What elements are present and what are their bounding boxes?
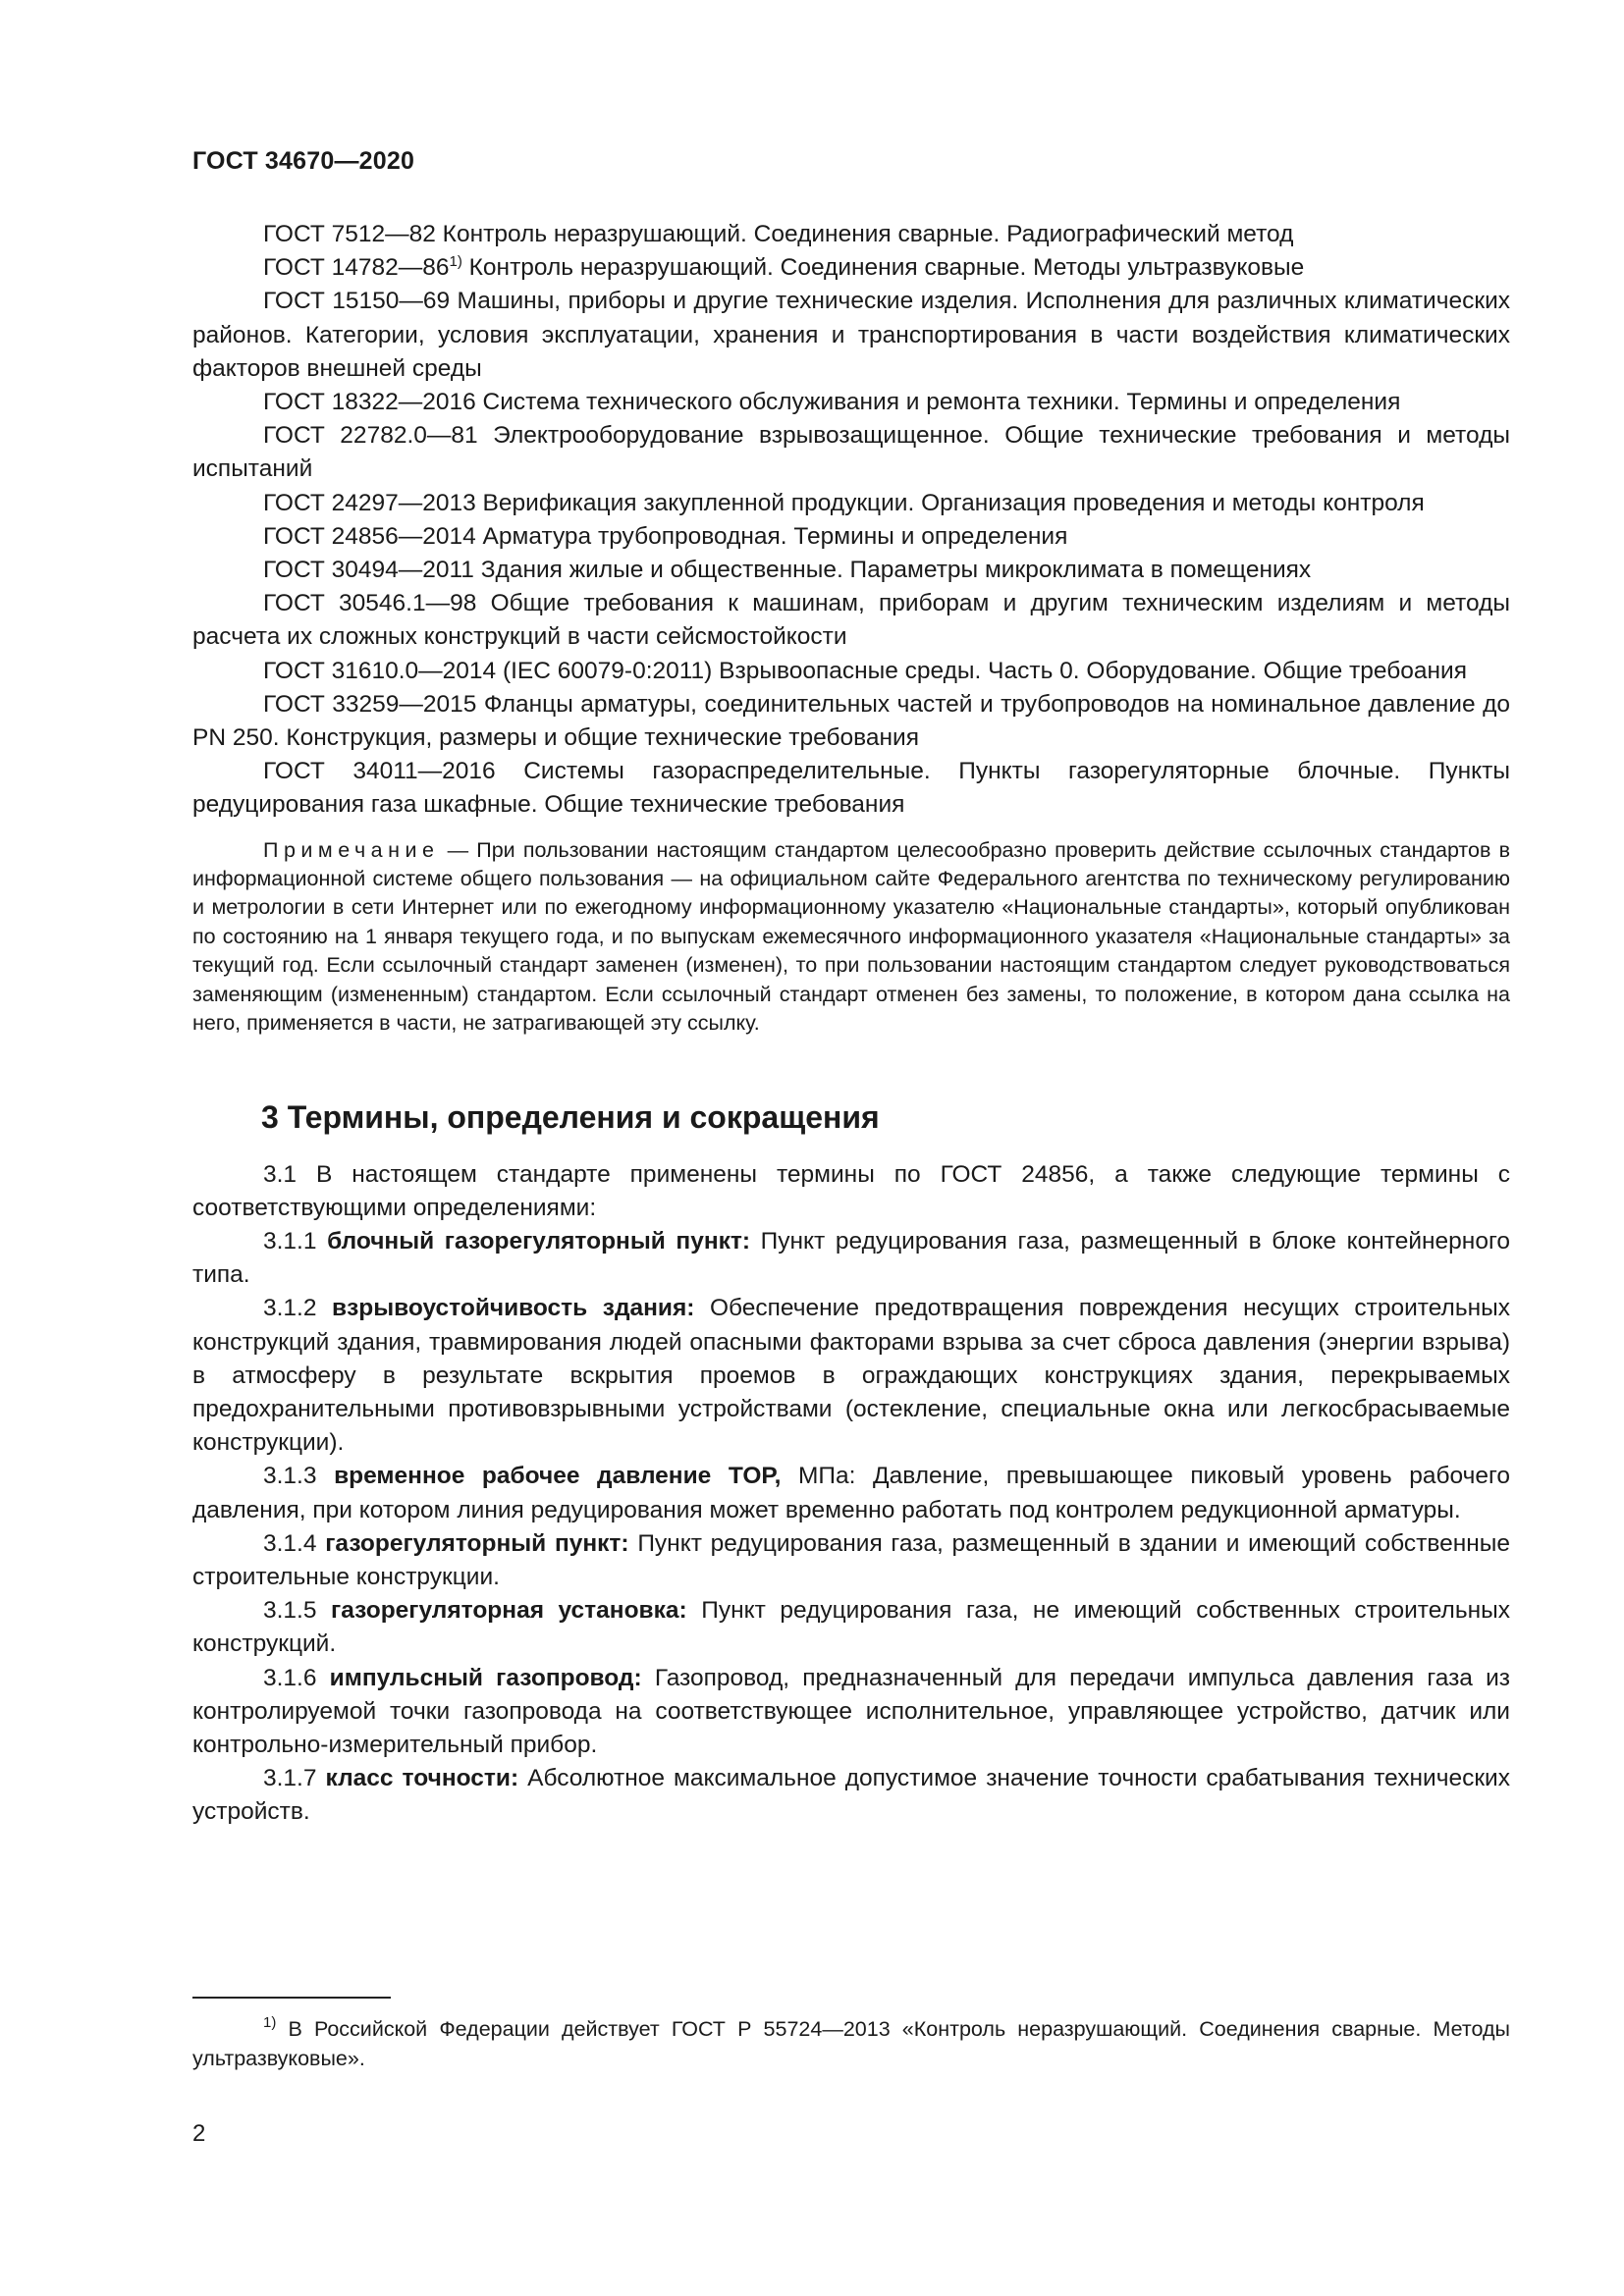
reference-text: Система технического обслуживания и ремонта техники. Термины и определения (482, 389, 1401, 416)
term-entry (192, 1662, 1510, 1763)
page-body (192, 218, 1510, 1830)
reference-code: ГОСТ 31610.0—2014 (IEC 60079-0:2011) (263, 657, 713, 684)
footnote-divider (192, 1997, 391, 1999)
footnote-mark: 1) (263, 2014, 277, 2031)
reference-code: ГОСТ 18322—2016 (263, 389, 476, 416)
term-definition: Пункт редуцирования газа, размещенный в блоке контейнерного типа. (192, 1227, 1510, 1289)
term-name: класс точности: (325, 1765, 519, 1792)
reference-code: ГОСТ 30494—2011 (263, 557, 474, 584)
reference-code: ГОСТ 24297—2013 (263, 489, 476, 516)
term-number: 3.1.4 (263, 1529, 317, 1557)
note-label: Примечание (263, 837, 440, 862)
term-entry (192, 1292, 1510, 1460)
reference-item (192, 587, 1510, 654)
term-definition: Газопровод, предназначенный для передачи импульса давления газа из контролируемой точки газопровода на соответствующее исполнительное, управляющее устройство, датчик или контрольно-измерительный прибор. (192, 1664, 1511, 1758)
term-entry (192, 1225, 1510, 1292)
section-intro: 3.1 В настоящем стандарте применены термины по ГОСТ 24856, а также следующие термины с соответствующими определениями: (192, 1160, 1510, 1221)
reference-code: ГОСТ 22782.0—81 (263, 422, 478, 450)
reference-text: Верификация закупленной продукции. Организация проведения и методы контроля (482, 489, 1425, 516)
term-number: 3.1.3 (263, 1463, 317, 1490)
document-header: ГОСТ 34670—2020 (192, 147, 415, 175)
reference-text: Электрооборудование взрывозащищенное. Общие технические требования и методы испытаний (192, 422, 1510, 483)
reference-code: ГОСТ 24856—2014 (263, 522, 476, 550)
terms-list (192, 1225, 1510, 1830)
reference-code: ГОСТ 30546.1—98 (263, 590, 477, 617)
reference-code: ГОСТ 14782—86 (263, 254, 450, 282)
reference-text: Контроль неразрушающий. Соединения сварные. Радиографический метод (442, 221, 1294, 247)
references-list (192, 218, 1510, 823)
reference-item (192, 755, 1510, 822)
reference-item (192, 218, 1510, 251)
term-definition: Абсолютное максимальное допустимое значение точности срабатывания технических устройств. (192, 1765, 1510, 1826)
term-entry (192, 1460, 1510, 1526)
reference-text: Системы газораспределительные. Пункты газорегуляторные блочные. Пункты редуцирования газа шкафные. Общие технические требования (192, 758, 1510, 819)
term-number: 3.1.1 (263, 1227, 317, 1255)
reference-item (192, 419, 1510, 486)
section-title: 3 Термины, определения и сокращения (261, 1098, 880, 1135)
reference-code: ГОСТ 33259—2015 (263, 690, 477, 718)
term-name: блочный газорегуляторный пункт: (327, 1227, 751, 1255)
reference-item (192, 520, 1510, 554)
reference-text: Арматура трубопроводная. Термины и определения (482, 522, 1068, 550)
reference-item (192, 655, 1510, 688)
reference-text: Здания жилые и общественные. Параметры микроклимата в помещениях (480, 557, 1312, 584)
term-number: 3.1.5 (263, 1597, 317, 1625)
term-number: 3.1.7 (263, 1765, 317, 1792)
note-block (192, 836, 1510, 1039)
reference-text: Машины, приборы и другие технические изделия. Исполнения для различных климатических районов. Категории, условия эксплуатации, хранения и транспортирования в части воздействия климатических факторов внешней среды (192, 288, 1511, 382)
page-number: 2 (192, 2120, 206, 2147)
term-name: взрывоустойчивость здания: (332, 1295, 695, 1322)
term-name: газорегуляторный пункт: (325, 1529, 629, 1557)
term-entry (192, 1527, 1510, 1594)
reference-text: Фланцы арматуры, соединительных частей и трубопроводов на номинальное давление до PN 250. Конструкция, размеры и общие технические требования (192, 690, 1511, 752)
note-text: — При пользовании настоящим стандартом целесообразно проверить действие ссылочных стандартов в информационной системе общего пользования — на официальном сайте Федерального агентства по техническому регулированию и метрологии в сети Интернет или по ежегодному информационному указателю «Национальные стандарты», который опубликован по состоянию на 1 января текущего года, и по выпускам ежемесячного информационного указателя «Национальные стандарты» за текущий год. Если ссылочный стандарт заменен (изменен), то при пользовании настоящим стандартом следует руководствоваться заменяющим (измененным) стандартом. Если ссылочный стандарт отменен без замены, то положение, в котором дана ссылка на него, применяется в части, не затрагивающей эту ссылку. (192, 837, 1510, 1036)
term-name: газорегуляторная установка: (331, 1597, 687, 1625)
term-entry (192, 1594, 1510, 1661)
term-name: импульсный газопровод: (329, 1664, 642, 1691)
term-definition: Обеспечение предотвращения повреждения несущих строительных конструкций здания, травмирования людей опасными факторами взрыва за счет сброса давления (энергии взрыва) в атмосферу в результате вскрытия проемов в ограждающих конструкциях здания, перекрываемых предохранительными противовзрывными устройствами (остекление, специальные окна или легкосбрасываемые конструкции). (192, 1295, 1510, 1457)
reference-text: Взрывоопасные среды. Часть 0. Оборудование. Общие требоания (719, 657, 1467, 684)
term-number: 3.1.2 (263, 1295, 317, 1322)
reference-item (192, 285, 1510, 386)
term-entry (192, 1762, 1510, 1829)
term-definition: Пункт редуцирования газа, не имеющий собственных строительных конструкций. (192, 1597, 1511, 1658)
term-name: временное рабочее давление TOP, (334, 1463, 782, 1490)
term-number: 3.1.6 (263, 1664, 317, 1691)
reference-code: ГОСТ 15150—69 (263, 288, 451, 315)
reference-item (192, 386, 1510, 419)
reference-text: Контроль неразрушающий. Соединения сварные. Методы ультразвуковые (468, 254, 1305, 282)
reference-item (192, 688, 1510, 755)
term-definition: МПа: Давление, превышающее пиковый уровень рабочего давления, при котором линия редуцирования может временно работать под контролем редукционной арматуры. (192, 1463, 1511, 1523)
term-definition: Пункт редуцирования газа, размещенный в здании и имеющий собственные строительные конструкции. (192, 1529, 1510, 1590)
reference-text: Общие требования к машинам, приборам и другим техническим изделиям и методы расчета их сложных конструкций в части сейсмостойкости (192, 590, 1510, 651)
footnote-text: В Российской Федерации действует ГОСТ Р 55724—2013 «Контроль неразрушающий. Соединения сварные. Методы ультразвуковые». (192, 2017, 1510, 2070)
footnote (192, 2014, 1510, 2073)
reference-item (192, 487, 1510, 520)
reference-item (192, 554, 1510, 587)
reference-code: ГОСТ 34011—2016 (263, 758, 496, 785)
reference-item (192, 251, 1510, 285)
reference-code: ГОСТ 7512—82 (263, 221, 436, 247)
footnote-mark: 1) (449, 253, 462, 271)
